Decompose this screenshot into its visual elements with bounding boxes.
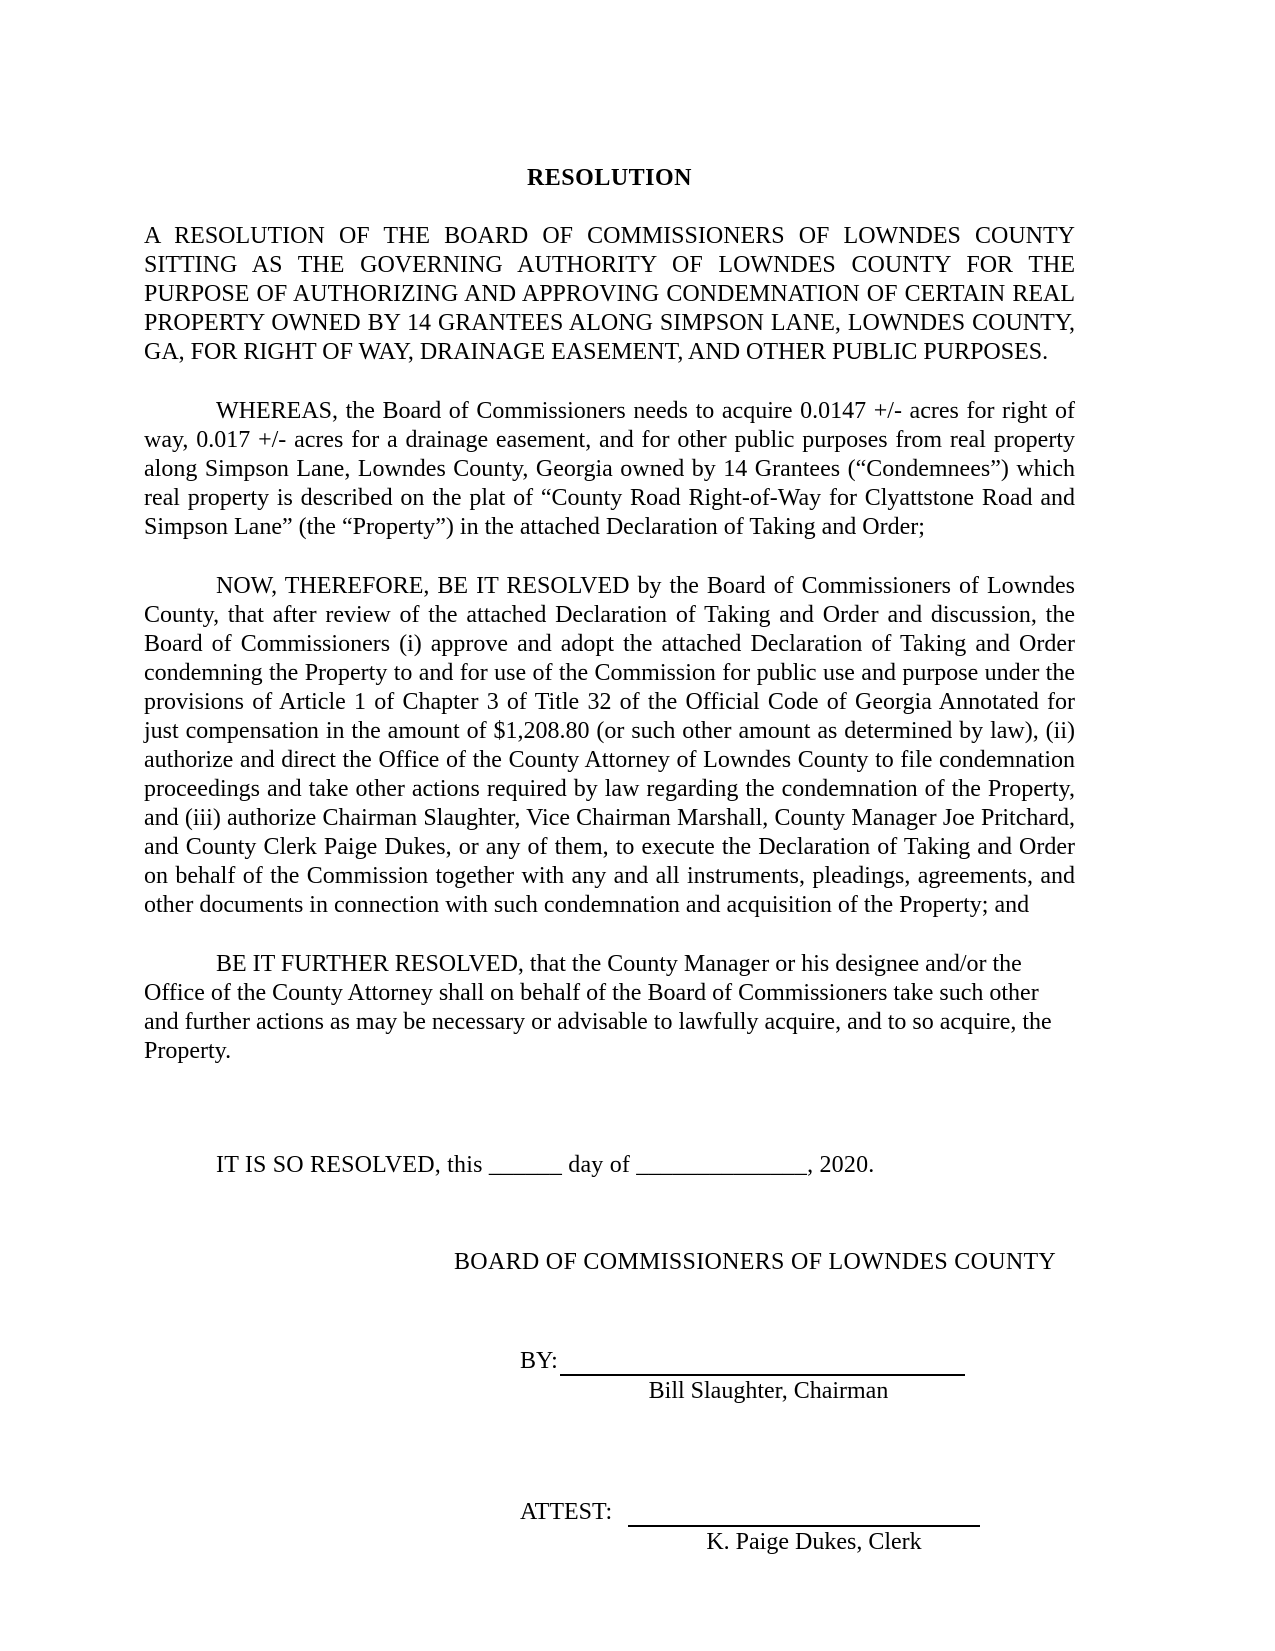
document-title: RESOLUTION (526, 165, 693, 191)
clerk-name-wrap (638, 1528, 990, 1557)
by-label: BY: (520, 1348, 558, 1374)
clerk-name: K. Paige Dukes, Clerk (706, 1529, 922, 1555)
chairman-name: Bill Slaughter, Chairman (648, 1378, 889, 1404)
resolved-date-line: IT IS SO RESOLVED, this ______ day of ______________, 2020. (216, 1152, 875, 1178)
by-signature-row (520, 1347, 1075, 1376)
resolution-heading-paragraph: A RESOLUTION OF THE BOARD OF COMMISSIONERS OF LOWNDES COUNTY SITTING AS THE GOVERNING AUTHORITY OF LOWNDES COUNTY FOR THE PURPOSE OF AUTHORIZING AND APPROVING CONDEMNATION OF CERTAIN REAL PROPERTY OWNED BY 14 GRANTEES ALONG SIMPSON LANE, LOWNDES COUNTY, GA, FOR RIGHT OF WAY, DRAINAGE EASEMENT, AND OTHER PUBLIC PURPOSES. (144, 223, 1075, 365)
clerk-attest-block (520, 1498, 1075, 1557)
board-of-commissioners-heading: BOARD OF COMMISSIONERS OF LOWNDES COUNTY (454, 1249, 1057, 1275)
whereas-paragraph: WHEREAS, the Board of Commissioners needs to acquire 0.0147 +/- acres for right of way, 0.017 +/- acres for a drainage easement, and for other public purposes from real property along Simpson Lane, Lowndes County, Georgia owned by 14 Grantees (“Condemnees”) which real property is described on the plat of “County Road Right-of-Way for Clyattstone Road and Simpson Lane” (the “Property”) in the attached Declaration of Taking and Order; (144, 398, 1075, 540)
clerk-signature-line (628, 1501, 980, 1527)
attest-signature-row (520, 1498, 1075, 1527)
further-resolved-paragraph: BE IT FURTHER RESOLVED, that the County Manager or his designee and/or the Office of the County Attorney shall on behalf of the Board of Commissioners take such other and further actions as may be necessary or advisable to lawfully acquire, and to so acquire, the Property. (144, 951, 1052, 1064)
now-therefore-paragraph: NOW, THEREFORE, BE IT RESOLVED by the Board of Commissioners of Lowndes County, that after review of the attached Declaration of Taking and Order and discussion, the Board of Commissioners (i) approve and adopt the attached Declaration of Taking and Order condemning the Property to and for use of the Commission for public use and purpose under the provisions of Article 1 of Chapter 3 of Title 32 of the Official Code of Georgia Annotated for just compensation in the amount of $1,208.80 (or such other amount as determined by law), (ii) authorize and direct the Office of the County Attorney of Lowndes County to file condemnation proceedings and take other actions required by law regarding the condemnation of the Property, and (iii) authorize Chairman Slaughter, Vice Chairman Marshall, County Manager Joe Pritchard, and County Clerk Paige Dukes, or any of them, to execute the Declaration of Taking and Order on behalf of the Commission together with any and all instruments, pleadings, agreements, and other documents in connection with such condemnation and acquisition of the Property; and (144, 573, 1075, 918)
chairman-name-wrap (566, 1377, 971, 1406)
chairman-signature-block (520, 1347, 1075, 1406)
chairman-signature-line (560, 1350, 965, 1376)
attest-label: ATTEST: (520, 1499, 613, 1525)
